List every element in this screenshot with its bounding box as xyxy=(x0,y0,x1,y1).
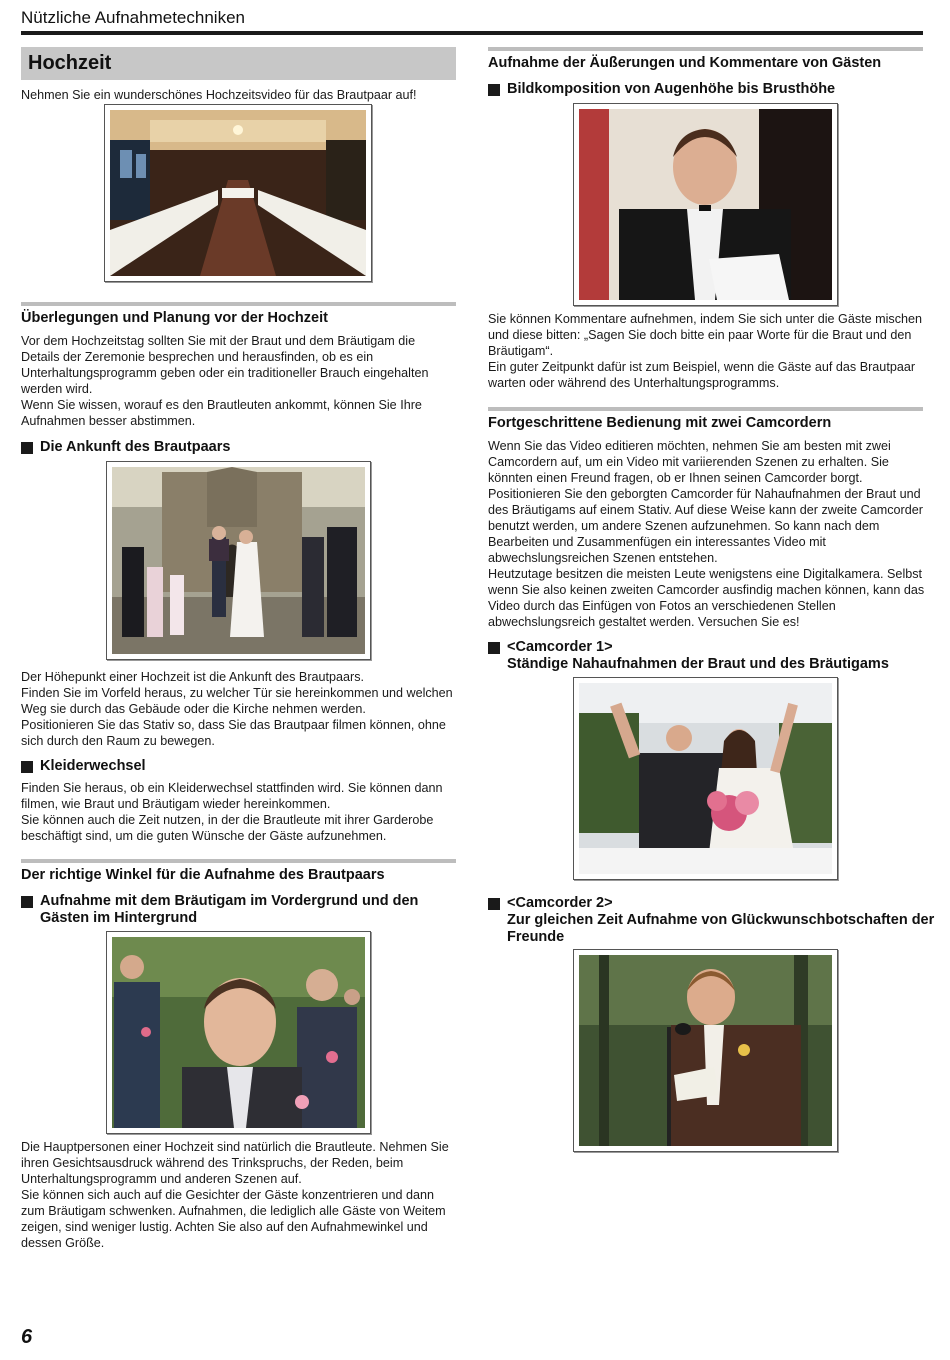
intro-text xyxy=(21,87,456,103)
two-cams-paragraph-2: Heutzutage besitzen die meisten Leute wenigstens eine Digitalkamera. Selbst wenn Sie also keinen zweiten Camcorder ausfindig machen können, kann das Video durch das Einfügen von Fotos an verschiedenen Stellen abwechslungsreich gestaltet werden. Versuchen Sie es! xyxy=(488,567,925,629)
arrival-paragraph-2: Finden Sie im Vorfeld heraus, zu welcher Tür sie hereinkommen und welchen Weg sie durch das Gebäude oder die Kirche nehmen werden. xyxy=(21,686,453,716)
angle-title: Der richtige Winkel für die Aufnahme des Brautpaars xyxy=(21,867,385,883)
two-cams-paragraph-1: Wenn Sie das Video editieren möchten, nehmen Sie am besten mit zwei Camcordern auf, um ein Video mit variierenden Szenen zu erhalten. Sie könnten einen Freund fragen, ob er Ihnen seinen Camcorder borgt. Positionieren Sie den geborgten Camcorder für Nahaufnahmen der Braut und des Bräutigams auf einem Stativ. Auf diese Weise kann der zweite Camcorder benutzt werden, um andere Szenen aufzunehmen. So kann nach dem Bearbeiten und Zusammenfügen ein interessantes Video mit abwechslungsreichen Szenen entstehen. xyxy=(488,439,923,565)
dress-title: Kleiderwechsel xyxy=(21,758,456,775)
cam1-label: <Camcorder 1> xyxy=(507,639,613,655)
angle-sub-title: Aufnahme mit dem Bräutigam im Vordergrund und den Gästen im Hintergrund xyxy=(21,893,456,927)
photo-couple-closeup xyxy=(573,677,838,880)
arrival-paragraph-3: Positionieren Sie das Stativ so, dass Sie das Brautpaar filmen können, ohne sich durch den Raum zu bewegen. xyxy=(21,718,446,748)
planning-text xyxy=(21,333,456,429)
intro-paragraph: Nehmen Sie ein wunderschönes Hochzeitsvideo für das Brautpaar auf! xyxy=(21,88,417,102)
photo-friend-speech xyxy=(573,949,838,1152)
cam2-label: <Camcorder 2> xyxy=(507,895,613,911)
rule-angle xyxy=(21,859,456,863)
dress-paragraph-2: Sie können auch die Zeit nutzen, in der die Brautleute mit ihrer Garderobe beschäftigt sind, um die guten Wünsche der Gäste aufzunehmen. xyxy=(21,813,434,843)
cam1-title: Ständige Nahaufnahmen der Braut und des Bräutigams xyxy=(507,656,889,672)
planning-title: Überlegungen und Planung vor der Hochzeit xyxy=(21,310,328,326)
dress-text xyxy=(21,780,461,844)
page-header-rule xyxy=(21,31,923,35)
angle-paragraph-1: Die Hauptpersonen einer Hochzeit sind natürlich die Brautleute. Nehmen Sie ihren Gesichtsausdruck während des Trinkspruchs, der Reden, beim Unterhaltungsprogramm und anderen Szenen auf. xyxy=(21,1140,449,1186)
rule-two-cams xyxy=(488,407,923,411)
cam2-title: Zur gleichen Zeit Aufnahme von Glückwunschbotschaften der Freunde xyxy=(507,912,935,945)
photo-groom-foreground xyxy=(106,931,371,1134)
photo-guest-speech xyxy=(573,103,838,306)
cam1-heading xyxy=(488,639,947,673)
section-heading-wedding: Hochzeit xyxy=(21,47,456,80)
dress-paragraph-1: Finden Sie heraus, ob ein Kleiderwechsel stattfinden wird. Sie können dann filmen, wie Braut und Bräutigam wieder hereinkommen. xyxy=(21,781,443,811)
guests-paragraph-1: Sie können Kommentare aufnehmen, indem Sie sich unter die Gäste mischen und diese bitten: „Sagen Sie doch bitte ein paar Worte für die Braut und den Bräutigam“. xyxy=(488,312,923,358)
arrival-text xyxy=(21,669,461,749)
page-header-title: Nützliche Aufnahmetechniken xyxy=(21,8,245,27)
arrival-title: Die Ankunft des Brautpaars xyxy=(21,439,456,456)
guests-text xyxy=(488,311,928,391)
planning-paragraph-1: Vor dem Hochzeitstag sollten Sie mit der Braut und dem Bräutigam die Details der Zeremonie besprechen und herausfinden, ob es ein Unterhaltungsprogramm geben oder ein traditioneller Brauch eingehalten werden wird. xyxy=(21,334,429,396)
photo-couple-arrival xyxy=(106,461,371,660)
guests-sub-title: Bildkomposition von Augenhöhe bis Brusthöhe xyxy=(488,81,923,98)
cam2-heading xyxy=(488,895,947,946)
photo-reception-hall xyxy=(104,104,372,282)
guests-paragraph-2: Ein guter Zeitpunkt dafür ist zum Beispiel, wenn die Gäste auf das Brautpaar warten oder während des Unterhaltungsprogramms. xyxy=(488,360,916,390)
angle-text xyxy=(21,1139,461,1251)
rule-planning xyxy=(21,302,456,306)
two-cams-title: Fortgeschrittene Bedienung mit zwei Camcordern xyxy=(488,415,832,431)
guests-title: Aufnahme der Äußerungen und Kommentare von Gästen xyxy=(488,55,882,71)
planning-paragraph-2: Wenn Sie wissen, worauf es den Brautleuten ankommt, können Sie Ihre Aufnahmen besser abstimmen. xyxy=(21,398,422,428)
rule-guests xyxy=(488,47,923,51)
angle-paragraph-2: Sie können sich auch auf die Gesichter der Gäste konzentrieren und dann zum Bräutigam schwenken. Aufnahmen, die lediglich alle Gäste von Weitem zeigen, sind weniger lustig. Achten Sie also auf den Aufnahmewinkel und dessen Größe. xyxy=(21,1188,446,1250)
arrival-paragraph-1: Der Höhepunkt einer Hochzeit ist die Ankunft des Brautpaars. xyxy=(21,670,365,684)
page-number: 6 xyxy=(21,1326,33,1348)
two-cams-text xyxy=(488,438,926,630)
